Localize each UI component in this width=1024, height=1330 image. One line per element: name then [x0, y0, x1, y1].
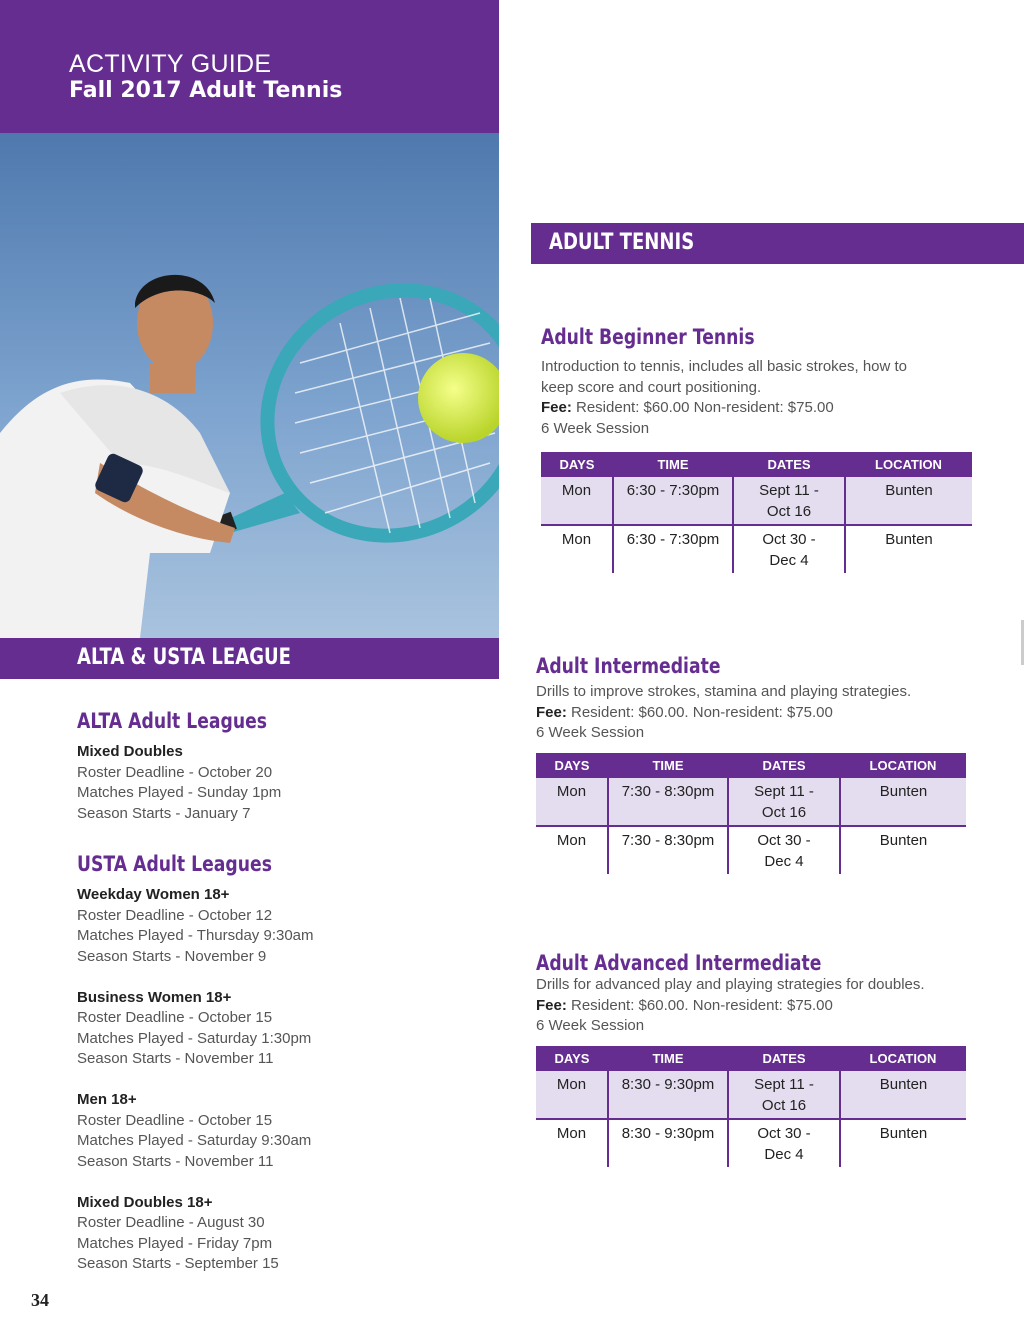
course-title: Adult Intermediate: [536, 654, 721, 678]
group-line: Matches Played - Saturday 9:30am: [77, 1132, 312, 1149]
cell-time: 6:30 - 7:30pm: [613, 525, 733, 573]
table-header-row: [536, 1046, 966, 1071]
cell-day: Mon: [541, 525, 613, 573]
adult-tennis-bar: [531, 223, 1024, 264]
table-row: [536, 1119, 966, 1167]
dates-end: Dec 4: [764, 1145, 804, 1163]
cell-time: 7:30 - 8:30pm: [608, 778, 728, 826]
course-description: [536, 682, 976, 744]
usta-group: [77, 885, 477, 967]
dates-start: Sept 11 -: [759, 482, 819, 499]
dates-start: Oct 30 -: [757, 832, 811, 849]
dates-end: Oct 16: [766, 502, 812, 520]
table-row: [536, 826, 966, 874]
cell-time: 7:30 - 8:30pm: [608, 826, 728, 874]
group-name: Business Women 18+: [77, 988, 232, 1006]
cell-dates: [733, 525, 845, 573]
fee-label: Fee:: [541, 399, 572, 416]
cell-location: Bunten: [840, 1119, 966, 1167]
cell-day: Mon: [536, 778, 608, 826]
schedule-table: [536, 753, 966, 874]
fee-text: Resident: $60.00 Non-resident: $75.00: [571, 399, 834, 416]
column-header-time: TIME: [613, 452, 733, 477]
alta-group: [77, 742, 477, 824]
dates-end: Dec 4: [764, 852, 804, 870]
schedule-table: [536, 1046, 966, 1167]
column-header-days: DAYS: [541, 452, 613, 477]
cell-location: Bunten: [840, 1071, 966, 1119]
league-heading: ALTA & USTA LEAGUE: [77, 645, 291, 670]
dates-start: Sept 11 -: [754, 1076, 814, 1093]
column-header-dates: DATES: [728, 753, 840, 778]
league-bar: [0, 638, 499, 679]
cell-time: 8:30 - 9:30pm: [608, 1071, 728, 1119]
column-header-dates: DATES: [733, 452, 845, 477]
cell-day: Mon: [536, 826, 608, 874]
description-line: keep score and court positioning.: [541, 378, 762, 396]
cell-time: 6:30 - 7:30pm: [613, 477, 733, 525]
cell-location: Bunten: [840, 826, 966, 874]
table-row: [536, 1071, 966, 1119]
guide-title: Fall 2017 Adult Tennis: [69, 78, 343, 103]
course-description: [536, 975, 976, 1037]
session-length: 6 Week Session: [541, 419, 650, 437]
usta-title: USTA Adult Leagues: [77, 852, 272, 876]
dates-start: Sept 11 -: [754, 783, 814, 800]
session-length: 6 Week Session: [536, 724, 645, 741]
usta-group: [77, 1090, 477, 1172]
column-header-location: LOCATION: [840, 753, 966, 778]
dates-end: Dec 4: [769, 551, 809, 569]
fee-line: [536, 996, 976, 1017]
group-line: Matches Played - Friday 7pm: [77, 1234, 273, 1252]
cell-dates: [733, 477, 845, 525]
cell-location: Bunten: [845, 477, 972, 525]
group-line: Roster Deadline - October 15: [77, 1111, 273, 1129]
group-line: Roster Deadline - August 30: [77, 1214, 265, 1231]
cell-dates: [728, 826, 840, 874]
group-line: Season Starts - November 9: [77, 947, 267, 965]
course-description: [541, 357, 981, 439]
group-line: Season Starts - September 15: [77, 1255, 279, 1272]
page-number: 34: [31, 1290, 49, 1310]
description-line: Drills for advanced play and playing strategies for doubles.: [536, 976, 925, 993]
cell-location: Bunten: [840, 778, 966, 826]
fee-line: [541, 398, 981, 419]
group-line: Season Starts - January 7: [77, 804, 251, 822]
column-header-days: DAYS: [536, 753, 608, 778]
course-title: Adult Beginner Tennis: [541, 325, 755, 349]
description-line: Drills to improve strokes, stamina and playing strategies.: [536, 683, 912, 700]
cell-day: Mon: [536, 1071, 608, 1119]
dates-start: Oct 30 -: [762, 531, 816, 548]
description-line: Introduction to tennis, includes all basic strokes, how to: [541, 358, 908, 375]
fee-text: Resident: $60.00. Non-resident: $75.00: [566, 996, 833, 1014]
group-line: Season Starts - November 11: [77, 1050, 274, 1067]
column-header-dates: DATES: [728, 1046, 840, 1071]
table-row: [541, 477, 972, 525]
tennis-player-icon: [0, 133, 499, 638]
table-header-row: [536, 753, 966, 778]
usta-group: [77, 988, 477, 1070]
guide-label: ACTIVITY GUIDE: [69, 50, 272, 78]
column-header-location: LOCATION: [840, 1046, 966, 1071]
dates-end: Oct 16: [761, 803, 807, 821]
group-name: Men 18+: [77, 1091, 137, 1108]
group-line: Roster Deadline - October 15: [77, 1009, 273, 1026]
group-name: Mixed Doubles: [77, 743, 183, 760]
schedule-table: [541, 452, 972, 573]
course-title: Adult Advanced Intermediate: [536, 951, 822, 975]
adult-tennis-heading: ADULT TENNIS: [549, 230, 695, 255]
tennis-player-photo: [0, 133, 499, 638]
usta-groups: [77, 885, 477, 1275]
cell-dates: [728, 1071, 840, 1119]
group-line: Roster Deadline - October 20: [77, 763, 273, 781]
cell-dates: [728, 778, 840, 826]
cell-time: 8:30 - 9:30pm: [608, 1119, 728, 1167]
group-line: Matches Played - Saturday 1:30pm: [77, 1029, 312, 1047]
group-name: Weekday Women 18+: [77, 886, 230, 903]
group-line: Roster Deadline - October 12: [77, 906, 273, 924]
column-header-location: LOCATION: [845, 452, 972, 477]
session-length: 6 Week Session: [536, 1017, 645, 1034]
table-header-row: [541, 452, 972, 477]
column-header-time: TIME: [608, 753, 728, 778]
dates-start: Oct 30 -: [757, 1125, 811, 1142]
cell-dates: [728, 1119, 840, 1167]
usta-group: [77, 1193, 477, 1275]
fee-label: Fee:: [536, 703, 567, 721]
group-name: Mixed Doubles 18+: [77, 1193, 213, 1211]
table-row: [536, 778, 966, 826]
dates-end: Oct 16: [761, 1096, 807, 1114]
cell-day: Mon: [541, 477, 613, 525]
column-header-days: DAYS: [536, 1046, 608, 1071]
fee-line: [536, 703, 976, 724]
cell-location: Bunten: [845, 525, 972, 573]
column-header-time: TIME: [608, 1046, 728, 1071]
fee-text: Resident: $60.00. Non-resident: $75.00: [566, 703, 833, 721]
group-line: Matches Played - Sunday 1pm: [77, 784, 282, 801]
group-line: Matches Played - Thursday 9:30am: [77, 927, 314, 944]
alta-title: ALTA Adult Leagues: [77, 709, 268, 733]
table-row: [541, 525, 972, 573]
group-line: Season Starts - November 11: [77, 1152, 274, 1170]
cell-day: Mon: [536, 1119, 608, 1167]
fee-label: Fee:: [536, 996, 567, 1014]
